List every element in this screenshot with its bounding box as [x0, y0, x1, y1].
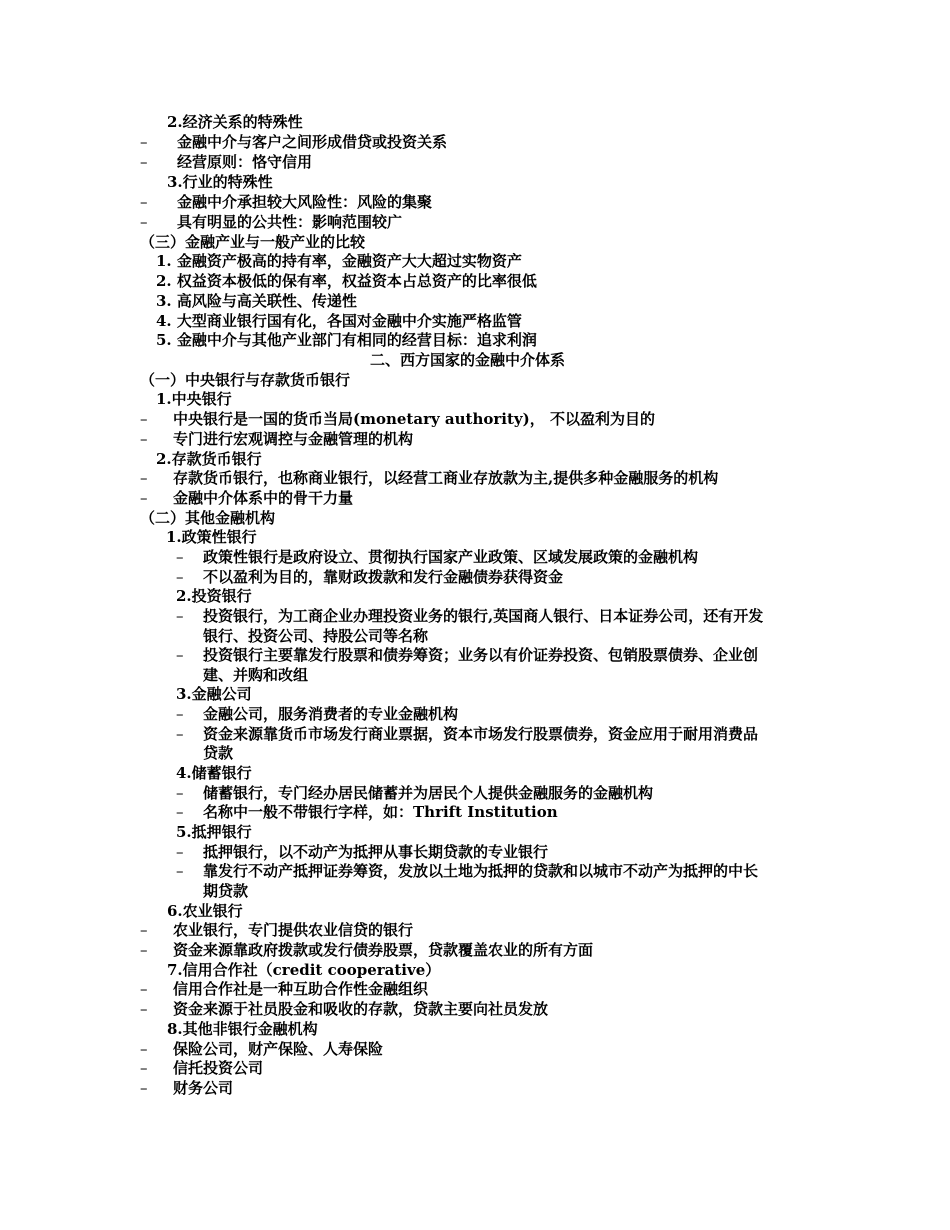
bullet-dash: – [176, 803, 184, 821]
subheading: 2.投资银行 [176, 587, 252, 605]
bullet-dash: – [176, 843, 184, 861]
list-item: 投资银行，为工商企业办理投资业务的银行,英国商人银行、日本证券公司，还有开发 [203, 607, 764, 625]
list-item: 存款货币银行，也称商业银行，以经营工商业存放款为主,提供多种金融服务的机构 [173, 469, 719, 487]
bullet-dash: – [140, 193, 148, 211]
numbered-item: 4. 大型商业银行国有化，各国对金融中介实施严格监管 [156, 312, 522, 330]
subheading: 7.信用合作社（credit cooperative） [167, 961, 441, 979]
list-item: 政策性银行是政府设立、贯彻执行国家产业政策、区域发展政策的金融机构 [203, 548, 699, 566]
subheading: 1.政策性银行 [166, 528, 257, 546]
list-item: 抵押银行，以不动产为抵押从事长期贷款的专业银行 [203, 843, 549, 861]
bullet-dash: – [176, 548, 184, 566]
list-item: 专门进行宏观调控与金融管理的机构 [173, 430, 414, 448]
list-item: 中央银行是一国的货币当局(monetary authority)， 不以盈利为目的 [173, 410, 655, 428]
subheading: 2.存款货币银行 [156, 450, 262, 468]
bullet-dash: – [140, 153, 148, 171]
bullet-dash: – [140, 213, 148, 231]
bullet-dash: – [176, 862, 184, 880]
bullet-dash: – [140, 980, 148, 998]
list-item-continuation: 建、并购和改组 [203, 666, 309, 684]
bullet-dash: – [140, 1000, 148, 1018]
list-item: 资金来源靠货币市场发行商业票据，资本市场发行股票债券，资金应用于耐用消费品 [203, 725, 759, 743]
list-item: 金融中介与客户之间形成借贷或投资关系 [177, 133, 448, 151]
bullet-dash: – [176, 784, 184, 802]
bullet-dash: – [140, 1059, 148, 1077]
list-item-continuation: 银行、投资公司、持股公司等名称 [203, 627, 429, 645]
list-item: 保险公司，财产保险、人寿保险 [173, 1040, 384, 1058]
bullet-dash: – [140, 921, 148, 939]
bullet-dash: – [140, 1079, 148, 1097]
list-item: 不以盈利为目的，靠财政拨款和发行金融债券获得资金 [203, 568, 564, 586]
list-item: 农业银行，专门提供农业信贷的银行 [173, 921, 414, 939]
list-item: 财务公司 [173, 1079, 234, 1097]
bullet-dash: – [140, 941, 148, 959]
subheading: 3.金融公司 [176, 685, 252, 703]
list-item: 信用合作社是一种互助合作性金融组织 [173, 980, 429, 998]
bullet-dash: – [140, 1040, 148, 1058]
section-heading-comparison: （三）金融产业与一般产业的比较 [140, 233, 366, 251]
bullet-dash: – [140, 133, 148, 151]
numbered-item: 1. 金融资产极高的持有率，金融资产大大超过实物资产 [156, 252, 522, 270]
list-item: 靠发行不动产抵押证券筹资，发放以土地为抵押的贷款和以城市不动产为抵押的中长 [203, 862, 759, 880]
list-item: 具有明显的公共性：影响范围较广 [177, 213, 403, 231]
section-heading-central-bank: （一）中央银行与存款货币银行 [140, 371, 351, 389]
list-item: 储蓄银行，专门经办居民储蓄并为居民个人提供金融服务的金融机构 [203, 784, 654, 802]
bullet-dash: – [176, 705, 184, 723]
bullet-dash: – [176, 607, 184, 625]
list-item: 金融中介承担较大风险性：风险的集聚 [177, 193, 433, 211]
subheading: 1.中央银行 [156, 390, 232, 408]
bullet-dash: – [176, 568, 184, 586]
bullet-dash: – [140, 430, 148, 448]
section-heading-other-institutions: （二）其他金融机构 [140, 509, 276, 527]
list-item: 名称中一般不带银行字样，如：Thrift Institution [203, 803, 558, 821]
subheading: 4.储蓄银行 [176, 764, 252, 782]
subheading: 6.农业银行 [167, 902, 243, 920]
heading-industry-special: 3.行业的特殊性 [167, 173, 273, 191]
bullet-dash: – [140, 489, 148, 507]
list-item: 资金来源于社员股金和吸收的存款，贷款主要向社员发放 [173, 1000, 549, 1018]
subheading: 5.抵押银行 [176, 823, 252, 841]
bullet-dash: – [176, 725, 184, 743]
list-item: 资金来源靠政府拨款或发行债券股票，贷款覆盖农业的所有方面 [173, 941, 594, 959]
bullet-dash: – [176, 646, 184, 664]
list-item: 经营原则：恪守信用 [177, 153, 313, 171]
list-item-continuation: 期贷款 [203, 882, 249, 900]
bullet-dash: – [140, 469, 148, 487]
list-item: 信托投资公司 [173, 1059, 264, 1077]
bullet-dash: – [140, 410, 148, 428]
heading-economic-relation: 2.经济关系的特殊性 [167, 113, 303, 131]
subheading: 8.其他非银行金融机构 [167, 1020, 318, 1038]
numbered-item: 5. 金融中介与其他产业部门有相同的经营目标：追求利润 [156, 331, 537, 349]
list-item: 投资银行主要靠发行股票和债券筹资；业务以有价证券投资、包销股票债券、企业创 [203, 646, 759, 664]
list-item: 金融公司，服务消费者的专业金融机构 [203, 705, 459, 723]
numbered-item: 2. 权益资本极低的保有率，权益资本占总资产的比率很低 [156, 272, 537, 290]
chapter-title: 二、西方国家的金融中介体系 [370, 351, 566, 369]
list-item-continuation: 贷款 [203, 744, 234, 762]
numbered-item: 3. 高风险与高关联性、传递性 [156, 292, 357, 310]
list-item: 金融中介体系中的骨干力量 [173, 489, 354, 507]
